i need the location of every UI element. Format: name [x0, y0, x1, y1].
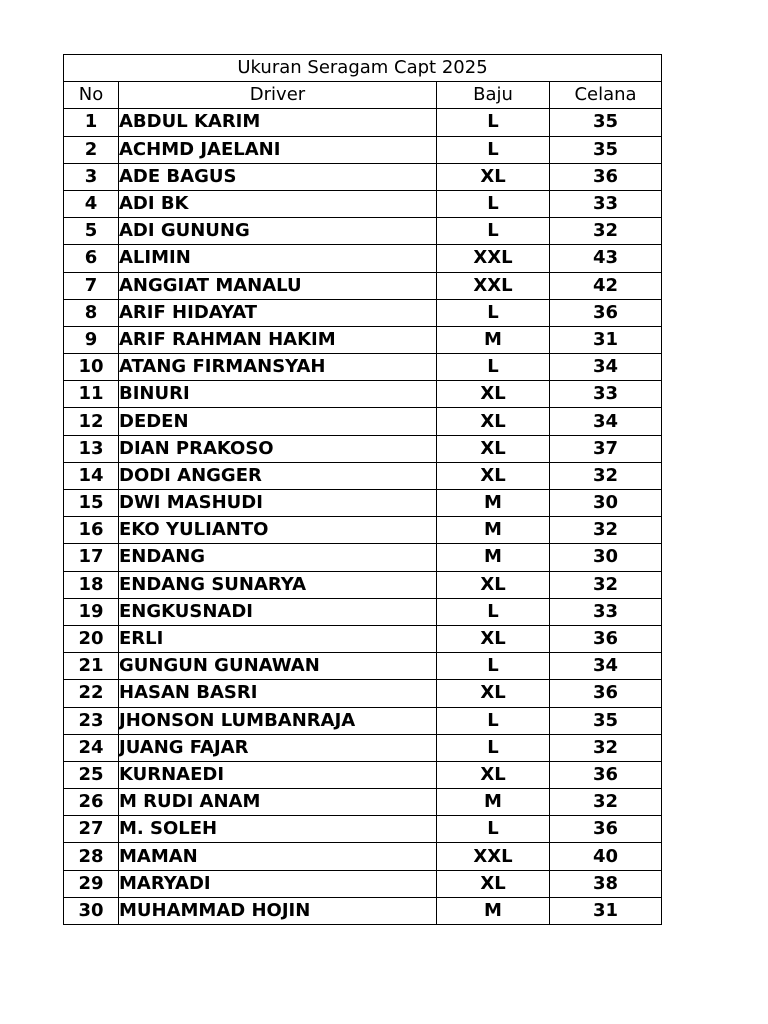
- shirt-size: L: [437, 299, 550, 326]
- driver-name: ADE BAGUS: [119, 163, 437, 190]
- pants-size: 37: [550, 435, 662, 462]
- pants-size: 33: [550, 190, 662, 217]
- shirt-size: XL: [437, 680, 550, 707]
- pants-size: 34: [550, 354, 662, 381]
- driver-name: DEDEN: [119, 408, 437, 435]
- table-row: [64, 843, 662, 870]
- row-number: 17: [64, 544, 119, 571]
- shirt-size: M: [437, 490, 550, 517]
- shirt-size: L: [437, 190, 550, 217]
- table-row: [64, 490, 662, 517]
- shirt-size: XL: [437, 462, 550, 489]
- driver-name: MARYADI: [119, 870, 437, 897]
- driver-name: M RUDI ANAM: [119, 789, 437, 816]
- driver-name: ENDANG: [119, 544, 437, 571]
- pants-size: 31: [550, 326, 662, 353]
- pants-size: 30: [550, 490, 662, 517]
- table-row: [64, 163, 662, 190]
- pants-size: 43: [550, 245, 662, 272]
- header-row: [64, 82, 662, 109]
- driver-name: MAMAN: [119, 843, 437, 870]
- shirt-size: XXL: [437, 272, 550, 299]
- driver-name: GUNGUN GUNAWAN: [119, 653, 437, 680]
- table-row: [64, 707, 662, 734]
- table-row: [64, 544, 662, 571]
- driver-name: ADI GUNUNG: [119, 218, 437, 245]
- pants-size: 32: [550, 789, 662, 816]
- pants-size: 36: [550, 761, 662, 788]
- row-number: 21: [64, 653, 119, 680]
- shirt-size: L: [437, 109, 550, 136]
- row-number: 10: [64, 354, 119, 381]
- row-number: 23: [64, 707, 119, 734]
- header-baju: Baju: [437, 82, 550, 109]
- row-number: 20: [64, 625, 119, 652]
- driver-name: ARIF RAHMAN HAKIM: [119, 326, 437, 353]
- shirt-size: XL: [437, 870, 550, 897]
- pants-size: 34: [550, 408, 662, 435]
- table-row: [64, 761, 662, 788]
- table-row: [64, 272, 662, 299]
- table-row: [64, 517, 662, 544]
- driver-name: ATANG FIRMANSYAH: [119, 354, 437, 381]
- pants-size: 32: [550, 571, 662, 598]
- header-driver: Driver: [119, 82, 437, 109]
- pants-size: 36: [550, 299, 662, 326]
- pants-size: 30: [550, 544, 662, 571]
- row-number: 27: [64, 816, 119, 843]
- shirt-size: L: [437, 707, 550, 734]
- row-number: 6: [64, 245, 119, 272]
- row-number: 29: [64, 870, 119, 897]
- row-number: 26: [64, 789, 119, 816]
- table-row: [64, 571, 662, 598]
- row-number: 13: [64, 435, 119, 462]
- table-row: [64, 354, 662, 381]
- table-row: [64, 218, 662, 245]
- driver-name: ARIF HIDAYAT: [119, 299, 437, 326]
- pants-size: 38: [550, 870, 662, 897]
- row-number: 18: [64, 571, 119, 598]
- table-row: [64, 299, 662, 326]
- driver-name: JUANG FAJAR: [119, 734, 437, 761]
- pants-size: 31: [550, 897, 662, 924]
- driver-name: ENGKUSNADI: [119, 598, 437, 625]
- driver-name: JHONSON LUMBANRAJA: [119, 707, 437, 734]
- row-number: 2: [64, 136, 119, 163]
- table-row: [64, 462, 662, 489]
- row-number: 15: [64, 490, 119, 517]
- shirt-size: XL: [437, 571, 550, 598]
- shirt-size: L: [437, 218, 550, 245]
- driver-name: ABDUL KARIM: [119, 109, 437, 136]
- pants-size: 33: [550, 381, 662, 408]
- driver-name: DWI MASHUDI: [119, 490, 437, 517]
- driver-name: BINURI: [119, 381, 437, 408]
- row-number: 14: [64, 462, 119, 489]
- table-row: [64, 109, 662, 136]
- pants-size: 32: [550, 462, 662, 489]
- row-number: 1: [64, 109, 119, 136]
- table-row: [64, 653, 662, 680]
- pants-size: 40: [550, 843, 662, 870]
- pants-size: 36: [550, 680, 662, 707]
- row-number: 24: [64, 734, 119, 761]
- driver-name: EKO YULIANTO: [119, 517, 437, 544]
- pants-size: 36: [550, 163, 662, 190]
- driver-name: ANGGIAT MANALU: [119, 272, 437, 299]
- table-row: [64, 326, 662, 353]
- table-row: [64, 816, 662, 843]
- shirt-size: M: [437, 544, 550, 571]
- pants-size: 35: [550, 707, 662, 734]
- row-number: 30: [64, 897, 119, 924]
- table-row: [64, 625, 662, 652]
- driver-name: ALIMIN: [119, 245, 437, 272]
- row-number: 8: [64, 299, 119, 326]
- shirt-size: XL: [437, 163, 550, 190]
- pants-size: 32: [550, 218, 662, 245]
- pants-size: 35: [550, 136, 662, 163]
- shirt-size: XL: [437, 435, 550, 462]
- shirt-size: M: [437, 517, 550, 544]
- shirt-size: L: [437, 734, 550, 761]
- table-row: [64, 245, 662, 272]
- driver-name: ERLI: [119, 625, 437, 652]
- pants-size: 36: [550, 816, 662, 843]
- row-number: 5: [64, 218, 119, 245]
- pants-size: 32: [550, 734, 662, 761]
- row-number: 28: [64, 843, 119, 870]
- pants-size: 32: [550, 517, 662, 544]
- table-row: [64, 190, 662, 217]
- table-row: [64, 408, 662, 435]
- shirt-size: XXL: [437, 843, 550, 870]
- row-number: 19: [64, 598, 119, 625]
- shirt-size: XL: [437, 761, 550, 788]
- table-row: [64, 680, 662, 707]
- shirt-size: M: [437, 326, 550, 353]
- row-number: 25: [64, 761, 119, 788]
- driver-name: M. SOLEH: [119, 816, 437, 843]
- table-row: [64, 435, 662, 462]
- driver-name: MUHAMMAD HOJIN: [119, 897, 437, 924]
- shirt-size: XL: [437, 381, 550, 408]
- row-number: 9: [64, 326, 119, 353]
- table-body: [64, 55, 662, 925]
- shirt-size: XXL: [437, 245, 550, 272]
- uniform-size-table: [63, 54, 662, 925]
- pants-size: 33: [550, 598, 662, 625]
- shirt-size: L: [437, 354, 550, 381]
- row-number: 4: [64, 190, 119, 217]
- row-number: 3: [64, 163, 119, 190]
- driver-name: KURNAEDI: [119, 761, 437, 788]
- row-number: 11: [64, 381, 119, 408]
- shirt-size: M: [437, 897, 550, 924]
- table-row: [64, 381, 662, 408]
- row-number: 16: [64, 517, 119, 544]
- shirt-size: L: [437, 598, 550, 625]
- shirt-size: XL: [437, 625, 550, 652]
- pants-size: 42: [550, 272, 662, 299]
- row-number: 12: [64, 408, 119, 435]
- driver-name: ADI BK: [119, 190, 437, 217]
- driver-name: DIAN PRAKOSO: [119, 435, 437, 462]
- pants-size: 35: [550, 109, 662, 136]
- driver-name: DODI ANGGER: [119, 462, 437, 489]
- table-row: [64, 598, 662, 625]
- shirt-size: M: [437, 789, 550, 816]
- table-row: [64, 734, 662, 761]
- table-row: [64, 897, 662, 924]
- table-row: [64, 870, 662, 897]
- header-no: No: [64, 82, 119, 109]
- driver-name: ENDANG SUNARYA: [119, 571, 437, 598]
- pants-size: 34: [550, 653, 662, 680]
- header-celana: Celana: [550, 82, 662, 109]
- driver-name: ACHMD JAELANI: [119, 136, 437, 163]
- pants-size: 36: [550, 625, 662, 652]
- driver-name: HASAN BASRI: [119, 680, 437, 707]
- shirt-size: L: [437, 816, 550, 843]
- sheet-title: Ukuran Seragam Capt 2025: [64, 55, 662, 82]
- title-row: [64, 55, 662, 82]
- shirt-size: L: [437, 136, 550, 163]
- row-number: 22: [64, 680, 119, 707]
- shirt-size: XL: [437, 408, 550, 435]
- shirt-size: L: [437, 653, 550, 680]
- row-number: 7: [64, 272, 119, 299]
- table-row: [64, 136, 662, 163]
- table-row: [64, 789, 662, 816]
